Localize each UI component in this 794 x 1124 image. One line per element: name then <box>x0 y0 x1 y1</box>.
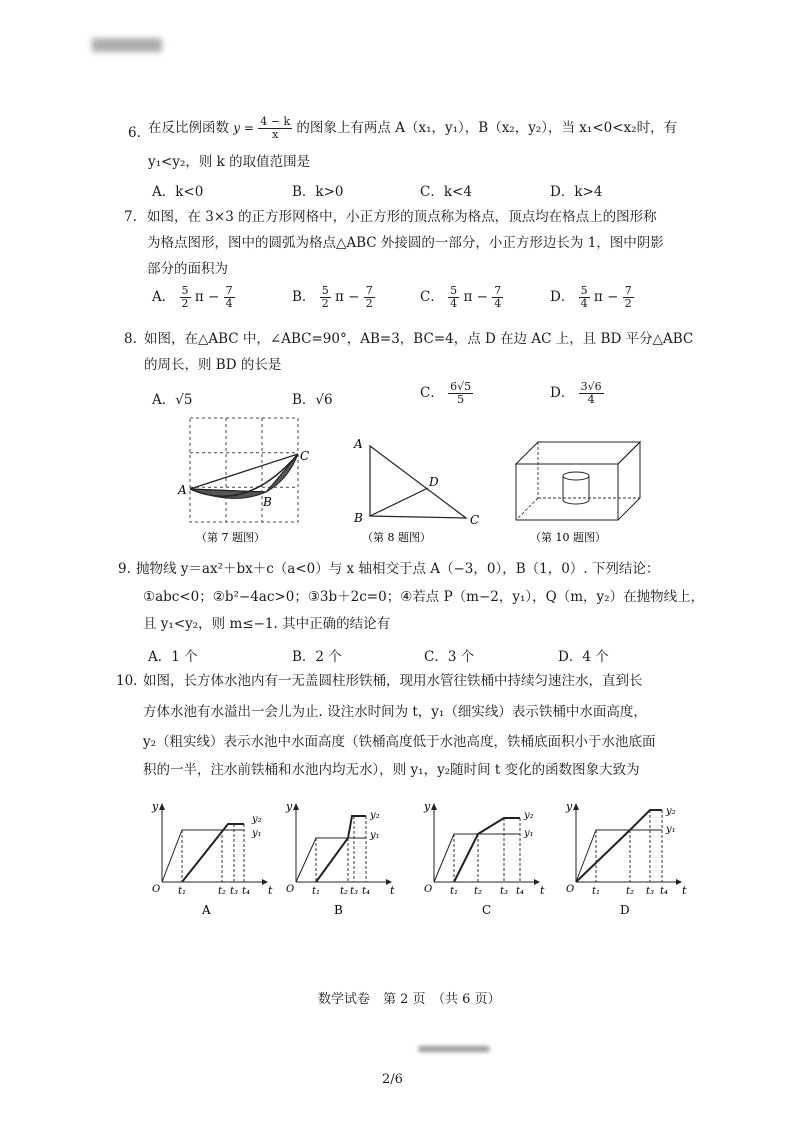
fig7-caption: （第 7 题图） <box>196 531 265 544</box>
q7-d-d2: 2 <box>624 297 632 310</box>
graph-c-t1: t₁ <box>450 886 459 897</box>
graph-c-y2 <box>454 818 520 882</box>
graph-d-t2: t₂ <box>626 886 635 897</box>
q8-c-den: 5 <box>457 393 465 406</box>
question-9-line3: 且 y₁<y₂，则 m≤−1. 其中正确的结论有 <box>143 616 391 632</box>
graph-c-t-label: t <box>540 884 545 897</box>
q8-option-a: A．√5 <box>152 392 193 408</box>
fig8-label-b: B <box>354 511 363 525</box>
graph-c-t3: t₃ <box>500 886 509 897</box>
question-6-number: 6. <box>128 125 141 141</box>
q8-option-c <box>420 381 473 406</box>
q7-a-d1: 2 <box>181 297 189 310</box>
q7-b-n2: 7 <box>365 284 373 297</box>
fig10-cylinder <box>563 472 589 504</box>
q8-option-d <box>550 381 604 406</box>
graph-a-y2-label: y₂ <box>252 814 262 825</box>
fig7-label-b: B <box>263 495 272 509</box>
q7-c-d2: 4 <box>494 297 502 310</box>
graph-a-y2 <box>182 824 244 882</box>
footer-blur-mark <box>418 1046 490 1052</box>
q7-d-frac1 <box>579 285 590 310</box>
graph-a-t2: t₂ <box>218 886 227 897</box>
graph-d-t-label: t <box>682 884 687 897</box>
graph-a-t3: t₃ <box>230 886 239 897</box>
q8-c-frac <box>448 381 473 406</box>
q7-c-d1: 4 <box>450 297 458 310</box>
fig8-label-a: A <box>354 437 363 451</box>
q7-b-d2: 2 <box>365 297 373 310</box>
graph-d-t1: t₁ <box>592 886 601 897</box>
graph-a-origin: O <box>152 884 161 895</box>
fig8-label-d: D <box>429 475 439 489</box>
q7-c-n2: 7 <box>494 284 502 297</box>
graph-c-y1-label: y₁ <box>524 828 534 839</box>
question-9-line1: 抛物线 y＝ax²＋bx＋c（a<0）与 x 轴相交于点 A（−3，0），B（1，0）. 下列结论： <box>136 561 660 577</box>
q7-c-label: C． <box>420 289 444 305</box>
graph-b <box>282 800 412 922</box>
graph-d-y1 <box>576 830 662 882</box>
q7-b-label: B． <box>292 289 316 305</box>
q6-option-a: A．k<0 <box>152 184 204 200</box>
graph-b-t3: t₃ <box>350 886 359 897</box>
q7-d-n2: 7 <box>624 284 632 297</box>
question-9-number: 9. <box>118 561 131 577</box>
q8-d-den: 4 <box>587 393 595 406</box>
q6-text-post: 的图象上有两点 A（x₁，y₁），B（x₂，y₂），当 x₁<0<x₂时，有 <box>296 120 678 136</box>
graph-d-y-label: y <box>566 800 573 813</box>
fig10-box <box>516 442 640 520</box>
graph-a-y-label: y <box>152 800 159 813</box>
graph-b-y1-label: y₁ <box>370 830 380 841</box>
question-8-line1: 如图，在△ABC 中，∠ABC=90°，AB=3，BC=4，点 D 在边 AC 上，且 BD 平分△ABC <box>144 331 694 347</box>
q7-a-frac2 <box>224 285 235 310</box>
q9-option-b: B．2 个 <box>292 649 342 665</box>
graph-d-origin: O <box>566 884 575 895</box>
fig8-line-bd <box>370 488 428 516</box>
graph-b-origin: O <box>286 884 295 895</box>
q8-d-num: 3√6 <box>580 380 602 393</box>
q6-option-b: B．k>0 <box>292 184 344 200</box>
graph-a-t-label: t <box>268 884 273 897</box>
question-9-line2: ①abc<0；②b²−4ac>0；③3b＋2c=0；④若点 P（m−2，y₁），Q（m，y₂）在抛物线上， <box>143 589 705 605</box>
graph-d <box>562 800 692 922</box>
q7-option-d <box>550 285 634 310</box>
q7-d-n1: 5 <box>580 284 588 297</box>
graph-a-letter: A <box>202 903 211 917</box>
fig8-label-c: C <box>470 513 480 527</box>
graph-b-letter: B <box>334 903 343 917</box>
q7-a-n1: 5 <box>181 284 189 297</box>
q9-option-c: C．3 个 <box>424 649 475 665</box>
graph-b-t2: t₂ <box>340 886 349 897</box>
graph-c-letter: C <box>482 903 492 917</box>
q7-b-d1: 2 <box>321 297 329 310</box>
q7-d-d1: 4 <box>580 297 588 310</box>
q7-b-frac2 <box>364 285 375 310</box>
q7-c-frac1 <box>448 285 459 310</box>
graph-a-t4: t₄ <box>242 886 251 897</box>
q7-a-label: A． <box>152 289 176 305</box>
fig10-caption: （第 10 题图） <box>530 531 606 544</box>
question-7-line1: 如图，在 3×3 的正方形网格中，小正方形的顶点称为格点，顶点均在格点上的图形称 <box>147 209 657 225</box>
header-blur-mark <box>92 38 162 52</box>
q7-a-frac1 <box>180 285 191 310</box>
q7-d-frac2 <box>623 285 634 310</box>
q9-option-d: D．4 个 <box>558 649 609 665</box>
q7-option-a <box>152 285 235 310</box>
q8-d-label: D． <box>550 385 575 401</box>
figure-7 <box>176 414 326 546</box>
question-10-line2: 方体水池有水溢出一会儿为止. 设注水时间为 t，y₁（细实线）表示铁桶中水面高度， <box>143 704 647 720</box>
q7-d-mid: π − <box>593 289 619 305</box>
q7-option-c <box>420 285 503 310</box>
q6-fraction-den: x <box>272 128 279 141</box>
q7-b-frac1 <box>320 285 331 310</box>
q7-a-mid: π − <box>194 289 220 305</box>
question-8-line2: 的周长，则 BD 的长是 <box>144 357 282 373</box>
q8-d-frac <box>579 381 604 406</box>
graph-c-y1 <box>434 834 520 882</box>
q7-b-mid: π − <box>335 289 360 305</box>
question-7-number: 7. <box>124 209 137 225</box>
figure-8 <box>348 432 498 546</box>
graph-b-t1: t₁ <box>312 886 321 897</box>
graph-b-y-label: y <box>286 800 293 813</box>
q8-option-b: B．√6 <box>292 392 333 408</box>
q7-c-n1: 5 <box>450 284 458 297</box>
q8-c-label: C． <box>420 385 444 401</box>
figure-10 <box>510 430 650 546</box>
fig8-triangle <box>370 446 466 518</box>
q6-text-pre: 在反比例函数 <box>148 120 229 136</box>
question-8-number: 8. <box>124 331 137 347</box>
q6-option-d: D．k>4 <box>550 184 603 200</box>
graph-d-t4: t₄ <box>660 886 669 897</box>
question-7-line3: 部分的面积为 <box>147 261 228 277</box>
fig7-label-a: A <box>178 483 187 497</box>
question-6-line2: y₁<y₂，则 k 的取值范围是 <box>148 154 311 170</box>
graph-b-y2-label: y₂ <box>370 810 380 821</box>
graph-c <box>420 800 550 922</box>
q8-c-num: 6√5 <box>450 380 472 393</box>
graph-a <box>148 800 278 922</box>
graph-d-letter: D <box>620 903 630 917</box>
graph-d-y2-label: y₂ <box>666 806 676 817</box>
q7-c-frac2 <box>492 285 503 310</box>
graph-a-t1: t₁ <box>178 886 187 897</box>
question-6-line1 <box>148 116 677 141</box>
q7-option-b <box>292 285 375 310</box>
graph-b-y2 <box>316 816 366 882</box>
fig10-hidden-edges <box>516 442 640 520</box>
question-10-line4: 积的一半，注水前铁桶和水池内均无水），则 y₁，y₂随时间 t 变化的函数图象大致为 <box>143 762 640 778</box>
graph-c-t4: t₄ <box>516 886 525 897</box>
question-10-line1: 如图，长方体水池内有一无盖圆柱形铁桶，现用水管往铁桶中持续匀速注水，直到长 <box>143 673 643 689</box>
q7-a-d2: 4 <box>225 297 233 310</box>
graph-d-y1-label: y₁ <box>666 824 676 835</box>
graph-c-y-label: y <box>424 800 431 813</box>
question-10-number: 10. <box>116 673 138 689</box>
q6-fraction <box>258 116 292 141</box>
question-10-line3: y₂（粗实线）表示水池中水面高度（铁桶高度低于水池高度，铁桶底面积小于水池底面 <box>143 734 656 750</box>
footer-title: 数学试卷 第 2 页 （共 6 页） <box>318 992 501 1007</box>
q7-a-n2: 7 <box>225 284 233 297</box>
graph-c-origin: O <box>424 884 433 895</box>
page-indicator: 2/6 <box>382 1072 403 1087</box>
graph-a-y1-label: y₁ <box>252 828 262 839</box>
q6-option-c: C．k<4 <box>420 184 472 200</box>
q7-c-mid: π − <box>463 289 488 305</box>
graph-b-t4: t₄ <box>362 886 371 897</box>
graph-d-t3: t₃ <box>646 886 655 897</box>
graph-d-y2 <box>576 810 662 882</box>
q7-d-label: D． <box>550 289 575 305</box>
fig7-label-c: C <box>300 449 310 463</box>
q7-b-n1: 5 <box>321 284 329 297</box>
q6-fraction-num: 4 − k <box>260 115 291 128</box>
q9-option-a: A．1 个 <box>148 649 198 665</box>
q6-func-y: y = <box>233 121 254 135</box>
question-7-line2: 为格点图形，图中的圆弧为格点△ABC 外接圆的一部分，小正方形边长为 1，图中阴影 <box>147 235 664 251</box>
graph-c-y2-label: y₂ <box>524 810 534 821</box>
graph-b-t-label: t <box>390 884 395 897</box>
graph-c-t2: t₂ <box>474 886 483 897</box>
fig8-caption: （第 8 题图） <box>362 531 431 544</box>
